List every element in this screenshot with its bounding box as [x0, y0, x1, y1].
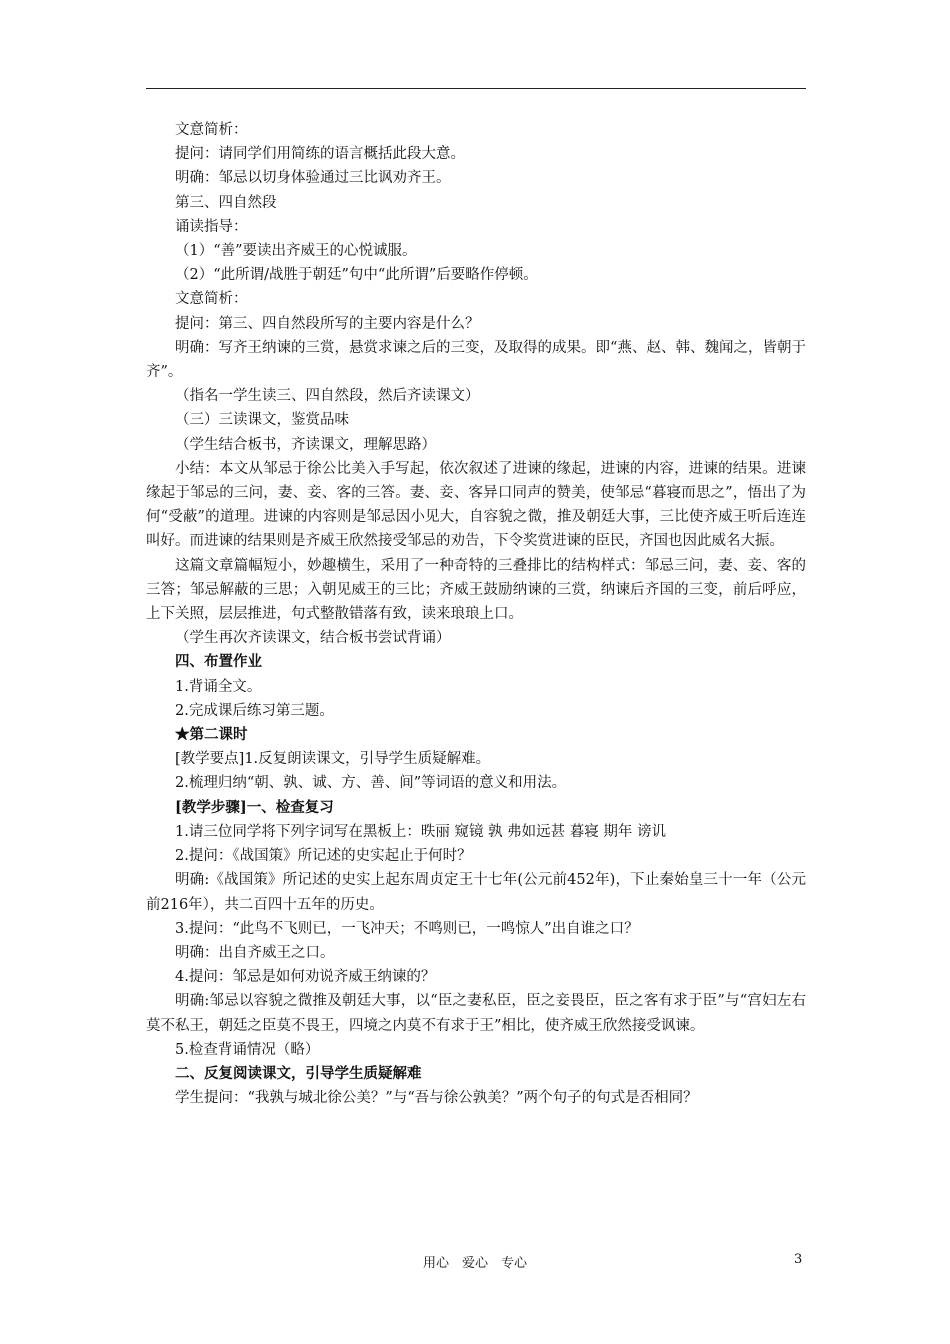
paragraph: 明确：邹忌以切身体验通过三比讽劝齐王。 [175, 170, 451, 187]
paragraph: 2.完成课后练习第三题。 [175, 702, 334, 719]
paragraph: 1.请三位同学将下列字词写在黑板上：昳丽 窥镜 孰 弗如远甚 暮寝 期年 谤讥 [175, 823, 666, 840]
paragraph: 提问：请同学们用简练的语言概括此段大意。 [175, 146, 465, 163]
paragraph: 明确：出自齐威王之口。 [175, 944, 335, 961]
paragraph: 1.背诵全文。 [175, 678, 262, 695]
paragraph: 文意简析： [175, 291, 248, 308]
paragraph: （学生再次齐读课文，结合板书尝试背诵） [175, 630, 451, 647]
footer-text: 用心 爱心 专心 [422, 1256, 527, 1271]
paragraph: 3.提问：“此鸟不飞则已，一飞冲天；不鸣则已，一鸣惊人”出自谁之口？ [175, 920, 639, 937]
paragraph: （2）“此所谓/战胜于朝廷”句中“此所谓”后要略作停顿。 [175, 267, 538, 284]
paragraph: 5.检查背诵情况（略） [175, 1041, 320, 1058]
paragraph: 提问：第三、四自然段所写的主要内容是什么？ [175, 315, 480, 332]
paragraph: 明确:邹忌以容貌之微推及朝廷大事，以“臣之妻私臣，臣之妾畏臣，臣之客有求于臣”与“宫妇左右莫不私王，朝廷之臣莫不畏王，四境之内莫不有求于王”相比，使齐威王欣然接受讽谏。 [146, 993, 806, 1034]
paragraph: [教学要点]1.反复朗读课文，引导学生质疑解难。 [175, 751, 491, 768]
paragraph: 二、反复阅读课文，引导学生质疑解难 [175, 1064, 422, 1082]
paragraph: （1）“善”要读出齐威王的心悦诚服。 [175, 243, 417, 260]
paragraph: （指名一学生读三、四自然段，然后齐读课文） [175, 388, 480, 405]
paragraph: （三）三读课文，鉴赏品味 [175, 412, 349, 429]
paragraph: 明确:《战国策》所记述的史实上起东周贞定王十七年(公元前452年)，下止秦始皇三十一年（公元前216年），共二百四十五年的历史。 [146, 872, 806, 913]
paragraph: （学生结合板书，齐读课文，理解思路） [175, 436, 436, 453]
paragraph: 学生提问：“我孰与城北徐公美？”与“吾与徐公孰美？”两个句子的句式是否相同？ [175, 1090, 698, 1107]
paragraph: ★第二课时 [175, 726, 248, 744]
paragraph: 2.梳理归纳“朝、孰、诚、方、善、间”等词语的意义和用法。 [175, 775, 567, 792]
paragraph: 这篇文章篇幅短小，妙趣横生，采用了一种奇特的三叠排比的结构样式：邹忌三问，妻、妾、客的三答；邹忌解蔽的三思；入朝见威王的三比；齐威王鼓励纳谏的三赏，纳谏后齐国的三变，前后呼应，上下关照，层层推进，句式整散错落有致，读来琅琅上口。 [146, 557, 806, 623]
paragraph: 4.提问：邹忌是如何劝说齐威王纳谏的？ [175, 969, 436, 986]
paragraph: 小结：本文从邹忌于徐公比美入手写起，依次叙述了进谏的缘起，进谏的内容，进谏的结果。进谏缘起于邹忌的三问，妻、妾、客的三答。妻、妾、客异口同声的赞美，使邹忌“暮寝而思之”，悟出了为何“受蔽”的道理。进谏的内容则是邹忌因小见大，自容貌之微，推及朝廷大事，三比使齐威王听后连连叫好。而进谏的结果则是齐威王欣然接受邹忌的劝告，下令奖赏进谏的臣民，齐国也因此威名大振。 [146, 460, 806, 550]
paragraph: 明确：写齐王纳谏的三赏，悬赏求谏之后的三变，及取得的成果。即“燕、赵、韩、魏闻之，皆朝于齐”。 [146, 339, 806, 381]
paragraph: 2.提问：《战国策》所记述的史实起止于何时？ [175, 848, 472, 865]
paragraph: 诵读指导： [175, 218, 248, 235]
paragraph: 第三、四自然段 [175, 194, 277, 211]
paragraph: 文意简析： [175, 122, 248, 138]
page-number: 3 [794, 1252, 803, 1267]
paragraph: 四、布置作业 [175, 653, 262, 671]
header-rule [146, 88, 806, 89]
document-body [146, 118, 806, 1110]
paragraph: [教学步骤]一、检查复习 [175, 798, 334, 816]
